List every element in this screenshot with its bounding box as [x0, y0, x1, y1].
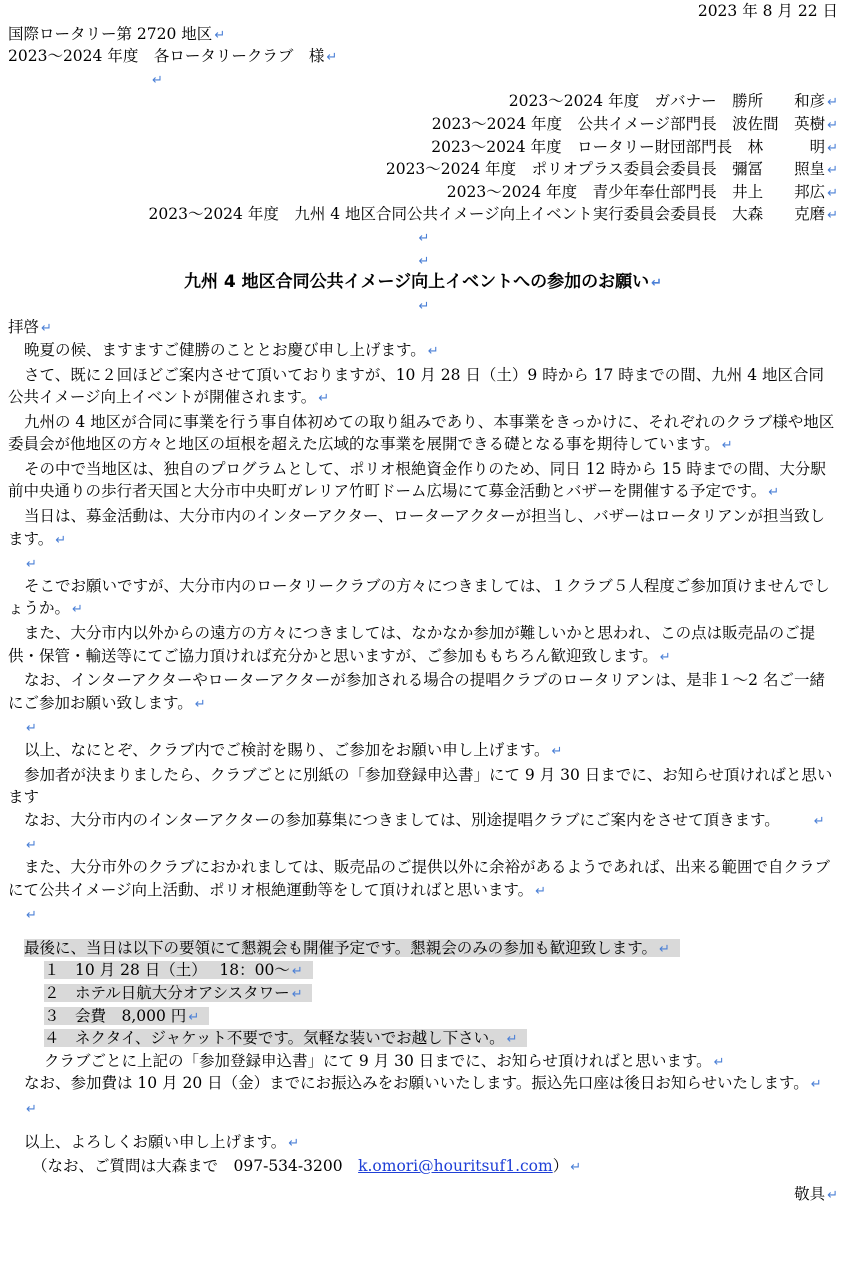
paragraph-event-notice: さて、既に２回ほどご案内させて頂いておりますが、10 月 28 日（土）9 時から 17 時までの間、九州 4 地区合同公共イメージ向上イベントが開催されます。 ↵: [8, 365, 825, 407]
list-item-date: １ 10 月 28 日（土） 18：00～ ↵: [8, 959, 838, 982]
paragraph-payment: なお、参加費は 10 月 20 日（金）までにお振込みをお願いいたします。振込先口座は後日お知らせいたします。 ↵: [24, 1074, 822, 1093]
paragraph-reception-registration: クラブごとに上記の「参加登録申込書」にて 9 月 30 日までに、お知らせ頂ければと思います。 ↵: [44, 1051, 725, 1070]
letter-title: 九州 4 地区合同公共イメージ向上イベントへの参加のお願い ↵: [183, 272, 663, 293]
paragraph-expectation: 九州の 4 地区が合同に事業を行う事自体初めての取り組みであり、本事業をきっかけに、それぞれのクラブ様や地区委員会が他地区の方々と地区の垣根を超えた広域的な事業を展開できる礎となる事を期待しています。 ↵: [8, 412, 835, 454]
paragraph-request: そこでお願いですが、大分市内のロータリークラブの方々につきましては、１クラブ５人程度ご参加頂けませんでしょうか。 ↵: [8, 576, 830, 618]
contact-line: （なお、ご質問は大森まで 097-534-3200 k.omori@houritsuf1.com） ↵: [32, 1157, 582, 1176]
sender-event-committee: 2023～2024 年度 九州 4 地区合同公共イメージ向上イベント実行委員会委員長 大森 克磨 ↵: [148, 205, 838, 224]
paragraph-remote-members: また、大分市内以外からの遠方の方々につきましては、なかなか参加が難しいかと思われ、この点は販売品のご提供・保管・輸送等にてご協力頂ければ充分かと思いますが、ご参加ももちろん歓迎致します。 ↵: [8, 624, 816, 665]
paragraph-consideration: 以上、なにとぞ、クラブ内でご検討を賜り、ご参加をお願い申し上げます。 ↵: [24, 741, 563, 759]
empty-line: ↵: [418, 298, 430, 314]
paragraph-outside-clubs: また、大分市外のクラブにおかれましては、販売品のご提供以外に余裕があるようであれば、出来る範囲で自クラブにて公共イメージ向上活動、ポリオ根絶運動等をして頂ければと思います。 ↵: [8, 857, 831, 899]
sender-youth-service: 2023～2024 年度 青少年奉仕部門長 井上 邦広 ↵: [446, 182, 838, 201]
empty-line: ↵: [26, 838, 37, 854]
empty-line: ↵: [26, 908, 37, 924]
paragraph-greeting: 晩夏の候、ますますご健勝のこととお慶び申し上げます。 ↵: [24, 340, 439, 359]
contact-email-link[interactable]: k.omori@houritsuf1.com: [358, 1157, 553, 1176]
sender-governor: 2023～2024 年度 ガバナー 勝所 和彦 ↵: [508, 92, 838, 111]
paragraph-program: その中で当地区は、独自のプログラムとして、ポリオ根絶資金作りのため、同日 12 時から 15 時までの間、大分駅前中央通りの歩行者天国と大分市中央町ガレリア竹町ドーム広場にて募金活動とバザーを開催する予定です。 ↵: [8, 459, 826, 501]
paragraph-roles: 当日は、募金活動は、大分市内のインターアクター、ローターアクターが担当し、バザーはロータリアンが担当致します。 ↵: [8, 507, 826, 548]
paragraph-interact-recruit: なお、大分市内のインターアクターの参加募集につきましては、別途提唱クラブにご案内をさせて頂きます。 ↵: [24, 810, 825, 829]
paragraph-closing: 以上、よろしくお願い申し上げます。 ↵: [24, 1132, 300, 1151]
empty-line: ↵: [26, 557, 37, 573]
closing-word: 敬具 ↵: [794, 1184, 838, 1203]
paragraph-reception: 最後に、当日は以下の要領にて懇親会も開催予定です。懇親会のみの参加も歓迎致します。 ↵: [8, 937, 838, 960]
sender-public-image: 2023～2024 年度 公共イメージ部門長 波佐間 英樹 ↵: [431, 114, 838, 133]
paragraph-registration: 参加者が決まりましたら、クラブごとに別紙の「参加登録申込書」にて 9 月 30 日までに、お知らせ頂ければと思います: [8, 765, 833, 807]
empty-line: ↵: [418, 230, 430, 246]
opening-word: 拝啓 ↵: [8, 318, 52, 337]
empty-line: ↵: [26, 721, 37, 737]
recipient-clubs: 2023～2024 年度 各ロータリークラブ 様 ↵: [8, 47, 338, 66]
empty-line: ↵: [26, 1101, 37, 1117]
letter-date: 2023 年 8 月 22 日: [697, 2, 838, 20]
empty-line: ↵: [418, 253, 430, 269]
recipient-district: 国際ロータリー第 2720 地区 ↵: [8, 24, 226, 43]
list-item-dress: ４ ネクタイ、ジャケット不要です。気軽な装いでお越し下さい。 ↵: [8, 1027, 838, 1050]
list-item-venue: ２ ホテル日航大分オアシスタワー ↵: [8, 982, 838, 1005]
paragraph-sponsor-clubs: なお、インターアクターやローターアクターが参加される場合の提唱クラブのロータリアンは、是非１～2 名ご一緒にご参加お願い致します。 ↵: [8, 671, 825, 712]
letter-page: [8, 0, 838, 1205]
list-item-fee: ３ 会費 8,000 円 ↵: [8, 1005, 838, 1028]
empty-line: ↵: [152, 72, 163, 88]
sender-foundation: 2023～2024 年度 ロータリー財団部門長 林 明 ↵: [431, 137, 838, 156]
sender-polioplus: 2023～2024 年度 ポリオプラス委員会委員長 彌冨 照皇 ↵: [385, 160, 838, 179]
